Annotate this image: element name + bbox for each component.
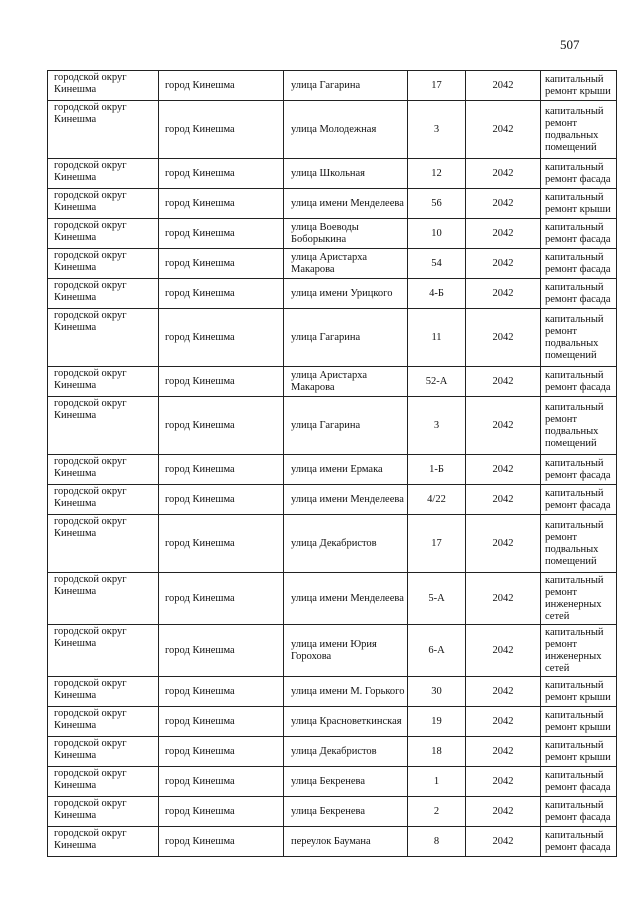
street-cell: улица Гагарина — [284, 71, 408, 101]
street-cell: улица Бекренева — [284, 767, 408, 797]
street-cell: улица имени Менделеева — [284, 189, 408, 219]
table-row — [48, 189, 617, 219]
year-cell: 2042 — [466, 767, 541, 797]
table-row — [48, 707, 617, 737]
settlement-cell: город Кинешма — [159, 249, 284, 279]
work-type-cell: капитальный ремонт фасада — [541, 279, 617, 309]
table-row — [48, 797, 617, 827]
street-cell: улица имени Юрия Горохова — [284, 625, 408, 677]
street-cell: улица имени Менделеева — [284, 573, 408, 625]
repair-schedule-table — [47, 70, 617, 857]
house-number-cell: 4-Б — [408, 279, 466, 309]
street-cell: улица Бекренева — [284, 797, 408, 827]
municipality-cell: городской округ Кинешма — [48, 485, 159, 515]
work-type-cell: капитальный ремонт фасада — [541, 367, 617, 397]
municipality-cell: городской округ Кинешма — [48, 827, 159, 857]
work-type-cell: капитальный ремонт фасада — [541, 159, 617, 189]
work-type-cell: капитальный ремонт инженерных сетей — [541, 625, 617, 677]
work-type-cell: капитальный ремонт крыши — [541, 677, 617, 707]
street-cell: улица Декабристов — [284, 737, 408, 767]
municipality-cell: городской округ Кинешма — [48, 367, 159, 397]
year-cell: 2042 — [466, 189, 541, 219]
street-cell: улица Воеводы Боборыкина — [284, 219, 408, 249]
street-cell: улица Молодежная — [284, 101, 408, 159]
settlement-cell: город Кинешма — [159, 625, 284, 677]
settlement-cell: город Кинешма — [159, 219, 284, 249]
street-cell: переулок Баумана — [284, 827, 408, 857]
year-cell: 2042 — [466, 485, 541, 515]
table-row — [48, 767, 617, 797]
table-row — [48, 677, 617, 707]
work-type-cell: капитальный ремонт фасада — [541, 827, 617, 857]
house-number-cell: 1-Б — [408, 455, 466, 485]
settlement-cell: город Кинешма — [159, 397, 284, 455]
table-row — [48, 159, 617, 189]
table-row — [48, 309, 617, 367]
settlement-cell: город Кинешма — [159, 515, 284, 573]
settlement-cell: город Кинешма — [159, 573, 284, 625]
settlement-cell: город Кинешма — [159, 737, 284, 767]
municipality-cell: городской округ Кинешма — [48, 707, 159, 737]
table-row — [48, 827, 617, 857]
year-cell: 2042 — [466, 625, 541, 677]
table-row — [48, 573, 617, 625]
settlement-cell: город Кинешма — [159, 159, 284, 189]
house-number-cell: 11 — [408, 309, 466, 367]
municipality-cell: городской округ Кинешма — [48, 279, 159, 309]
street-cell: улица имени М. Горького — [284, 677, 408, 707]
table-row — [48, 625, 617, 677]
municipality-cell: городской округ Кинешма — [48, 71, 159, 101]
house-number-cell: 19 — [408, 707, 466, 737]
municipality-cell: городской округ Кинешма — [48, 797, 159, 827]
table-row — [48, 249, 617, 279]
municipality-cell: городской округ Кинешма — [48, 737, 159, 767]
table-row — [48, 397, 617, 455]
municipality-cell: городской округ Кинешма — [48, 625, 159, 677]
work-type-cell: капитальный ремонт фасада — [541, 797, 617, 827]
table-row — [48, 485, 617, 515]
work-type-cell: капитальный ремонт фасада — [541, 249, 617, 279]
work-type-cell: капитальный ремонт фасада — [541, 767, 617, 797]
municipality-cell: городской округ Кинешма — [48, 515, 159, 573]
work-type-cell: капитальный ремонт подвальных помещений — [541, 397, 617, 455]
year-cell: 2042 — [466, 367, 541, 397]
year-cell: 2042 — [466, 101, 541, 159]
house-number-cell: 56 — [408, 189, 466, 219]
settlement-cell: город Кинешма — [159, 101, 284, 159]
settlement-cell: город Кинешма — [159, 279, 284, 309]
municipality-cell: городской округ Кинешма — [48, 309, 159, 367]
house-number-cell: 5-А — [408, 573, 466, 625]
street-cell: улица имени Менделеева — [284, 485, 408, 515]
house-number-cell: 8 — [408, 827, 466, 857]
work-type-cell: капитальный ремонт фасада — [541, 455, 617, 485]
street-cell: улица Декабристов — [284, 515, 408, 573]
year-cell: 2042 — [466, 159, 541, 189]
house-number-cell: 12 — [408, 159, 466, 189]
year-cell: 2042 — [466, 397, 541, 455]
work-type-cell: капитальный ремонт фасада — [541, 485, 617, 515]
year-cell: 2042 — [466, 827, 541, 857]
street-cell: улица Гагарина — [284, 309, 408, 367]
settlement-cell: город Кинешма — [159, 309, 284, 367]
year-cell: 2042 — [466, 279, 541, 309]
year-cell: 2042 — [466, 455, 541, 485]
street-cell: улица Красноветкинская — [284, 707, 408, 737]
street-cell: улица имени Ермака — [284, 455, 408, 485]
settlement-cell: город Кинешма — [159, 677, 284, 707]
municipality-cell: городской округ Кинешма — [48, 573, 159, 625]
year-cell: 2042 — [466, 797, 541, 827]
municipality-cell: городской округ Кинешма — [48, 249, 159, 279]
municipality-cell: городской округ Кинешма — [48, 677, 159, 707]
house-number-cell: 54 — [408, 249, 466, 279]
year-cell: 2042 — [466, 219, 541, 249]
house-number-cell: 17 — [408, 71, 466, 101]
table-row — [48, 71, 617, 101]
table-row — [48, 455, 617, 485]
municipality-cell: городской округ Кинешма — [48, 189, 159, 219]
house-number-cell: 17 — [408, 515, 466, 573]
house-number-cell: 4/22 — [408, 485, 466, 515]
municipality-cell: городской округ Кинешма — [48, 767, 159, 797]
street-cell: улица Школьная — [284, 159, 408, 189]
work-type-cell: капитальный ремонт крыши — [541, 707, 617, 737]
year-cell: 2042 — [466, 309, 541, 367]
table-row — [48, 367, 617, 397]
year-cell: 2042 — [466, 515, 541, 573]
street-cell: улица Аристарха Макарова — [284, 367, 408, 397]
work-type-cell: капитальный ремонт фасада — [541, 219, 617, 249]
municipality-cell: городской округ Кинешма — [48, 101, 159, 159]
house-number-cell: 1 — [408, 767, 466, 797]
year-cell: 2042 — [466, 707, 541, 737]
municipality-cell: городской округ Кинешма — [48, 397, 159, 455]
house-number-cell: 3 — [408, 397, 466, 455]
house-number-cell: 52-А — [408, 367, 466, 397]
year-cell: 2042 — [466, 677, 541, 707]
work-type-cell: капитальный ремонт подвальных помещений — [541, 101, 617, 159]
work-type-cell: капитальный ремонт крыши — [541, 189, 617, 219]
settlement-cell: город Кинешма — [159, 797, 284, 827]
settlement-cell: город Кинешма — [159, 455, 284, 485]
house-number-cell: 30 — [408, 677, 466, 707]
settlement-cell: город Кинешма — [159, 767, 284, 797]
work-type-cell: капитальный ремонт инженерных сетей — [541, 573, 617, 625]
year-cell: 2042 — [466, 737, 541, 767]
work-type-cell: капитальный ремонт крыши — [541, 737, 617, 767]
municipality-cell: городской округ Кинешма — [48, 455, 159, 485]
house-number-cell: 10 — [408, 219, 466, 249]
work-type-cell: капитальный ремонт крыши — [541, 71, 617, 101]
municipality-cell: городской округ Кинешма — [48, 219, 159, 249]
settlement-cell: город Кинешма — [159, 189, 284, 219]
year-cell: 2042 — [466, 573, 541, 625]
municipality-cell: городской округ Кинешма — [48, 159, 159, 189]
table-row — [48, 101, 617, 159]
settlement-cell: город Кинешма — [159, 367, 284, 397]
table-row — [48, 737, 617, 767]
year-cell: 2042 — [466, 249, 541, 279]
table-row — [48, 515, 617, 573]
year-cell: 2042 — [466, 71, 541, 101]
settlement-cell: город Кинешма — [159, 485, 284, 515]
table-row — [48, 279, 617, 309]
work-type-cell: капитальный ремонт подвальных помещений — [541, 515, 617, 573]
settlement-cell: город Кинешма — [159, 707, 284, 737]
street-cell: улица имени Урицкого — [284, 279, 408, 309]
table-row — [48, 219, 617, 249]
street-cell: улица Гагарина — [284, 397, 408, 455]
house-number-cell: 6-А — [408, 625, 466, 677]
house-number-cell: 2 — [408, 797, 466, 827]
house-number-cell: 3 — [408, 101, 466, 159]
settlement-cell: город Кинешма — [159, 827, 284, 857]
settlement-cell: город Кинешма — [159, 71, 284, 101]
house-number-cell: 18 — [408, 737, 466, 767]
street-cell: улица Аристарха Макарова — [284, 249, 408, 279]
work-type-cell: капитальный ремонт подвальных помещений — [541, 309, 617, 367]
page-number: 507 — [560, 37, 580, 52]
